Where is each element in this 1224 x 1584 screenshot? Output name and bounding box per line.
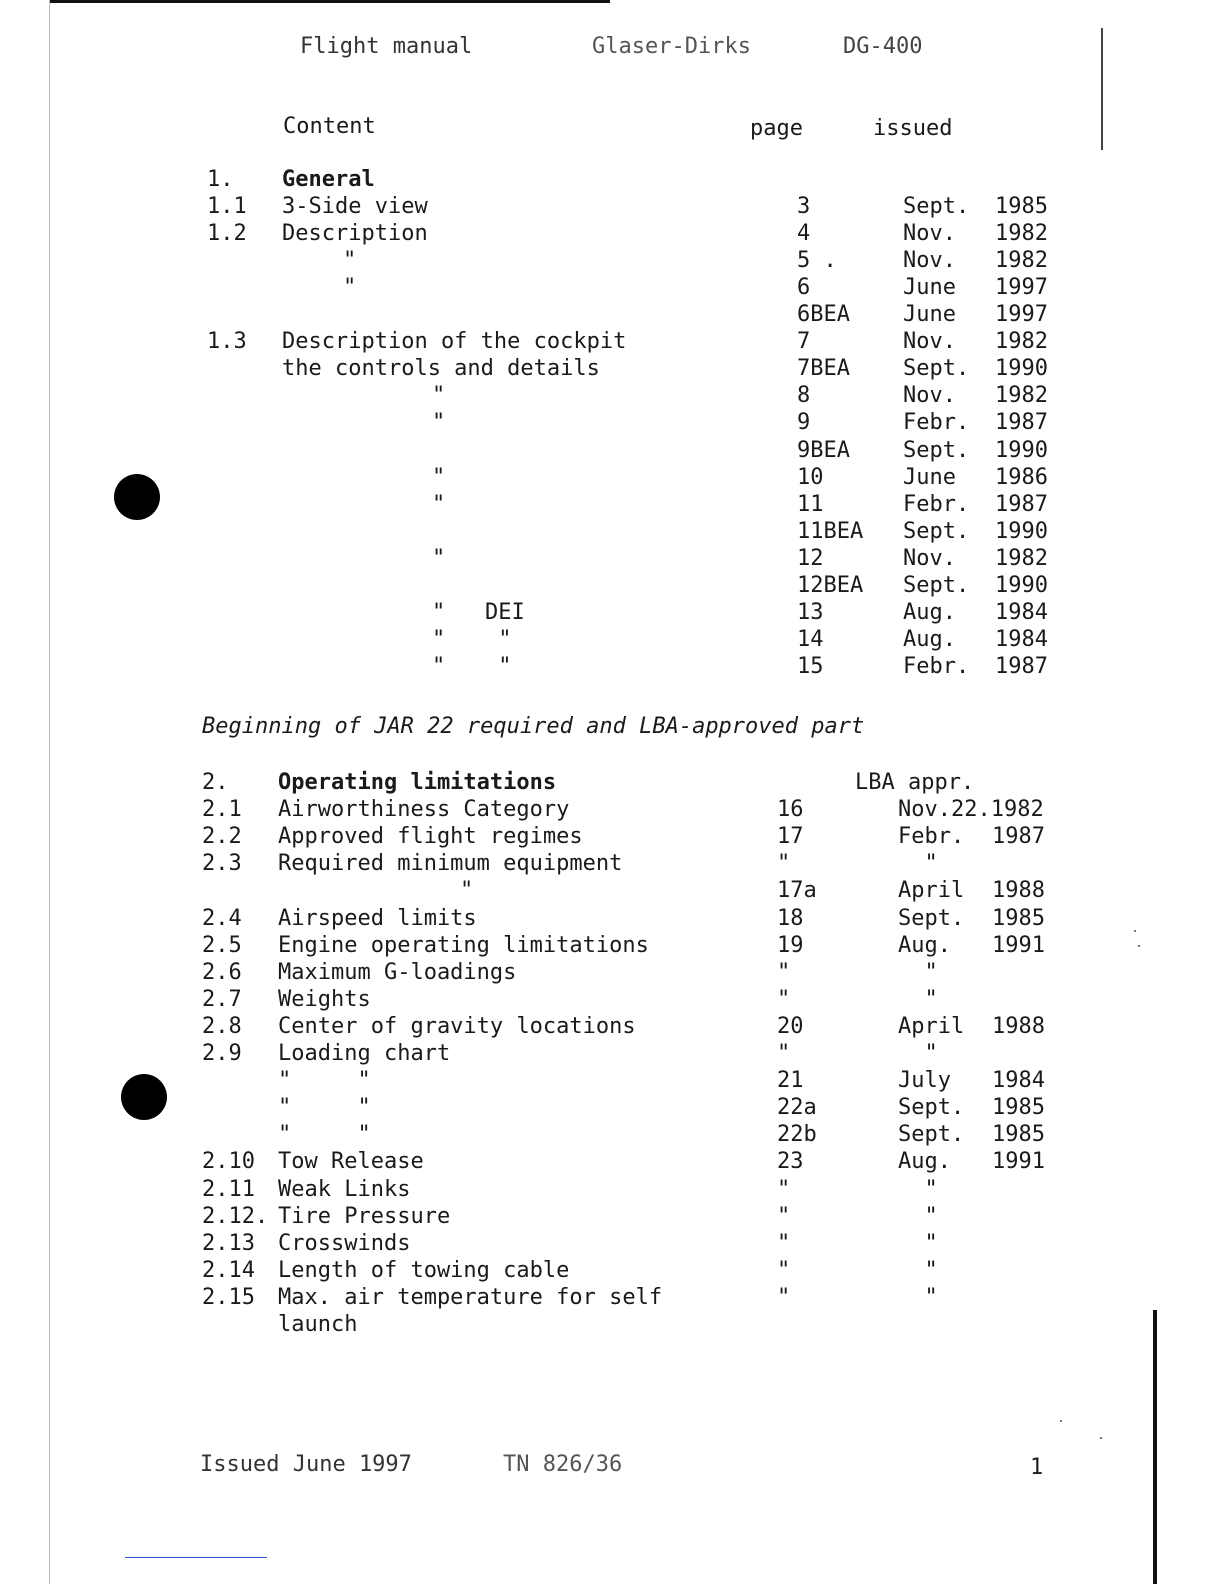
toc-row-page: 15 xyxy=(797,653,824,679)
toc-row-month: Sept. xyxy=(898,905,965,931)
toc-row-num: 1.3 xyxy=(207,329,247,355)
toc-row-year: 1986 xyxy=(995,464,1048,490)
toc-row-month: Sept. xyxy=(898,1095,965,1121)
toc-row-title: Loading chart xyxy=(278,1041,451,1066)
toc-row-title: Max. air temperature for self xyxy=(278,1284,663,1310)
toc-row-title: Center of gravity locations xyxy=(278,1013,636,1039)
toc-row-title: " xyxy=(460,878,474,904)
toc-row-title: " " xyxy=(278,1095,371,1121)
toc-row-month: April xyxy=(898,1013,965,1039)
toc-row-year: 1984 xyxy=(992,1068,1045,1094)
toc-row-num: 2.4 xyxy=(202,905,242,931)
toc-row-month: Nov. xyxy=(903,383,956,409)
toc-row-year: 1987 xyxy=(995,410,1048,436)
toc-row-page: 10 xyxy=(797,464,824,490)
toc-row-page: 9BEA xyxy=(797,437,850,463)
footer-issued-date: Issued June 1997 xyxy=(200,1452,412,1477)
toc-row-num: 2.15 xyxy=(202,1284,255,1310)
toc-row-num: 2.1 xyxy=(202,797,242,823)
toc-row-title: Tire Pressure xyxy=(278,1203,451,1229)
toc-row-page: 22b xyxy=(777,1122,817,1148)
toc-row-title: Weights xyxy=(278,986,371,1012)
approved-part-note: Beginning of JAR 22 required and LBA-approved part xyxy=(202,714,865,739)
toc-row-month: Sept. xyxy=(898,1122,965,1148)
toc-row-year: 1982 xyxy=(995,248,1048,274)
toc-row-page: 5 . xyxy=(797,248,837,274)
manual-title: Flight manual xyxy=(300,34,473,59)
toc-row-month: Aug. xyxy=(898,932,951,958)
toc-row-title: " xyxy=(343,275,357,301)
toc-row-month: Febr. xyxy=(898,824,965,850)
toc-row-num: 2.13 xyxy=(202,1230,255,1256)
toc-row-year: 1985 xyxy=(992,905,1045,931)
toc-row-page: " xyxy=(777,1284,791,1310)
toc-row-title: " xyxy=(432,383,446,409)
toc-row-title: Required minimum equipment xyxy=(278,851,623,877)
toc-row-year: 1987 xyxy=(992,824,1045,850)
page-column-header: page xyxy=(750,116,803,141)
toc-row-title: Airspeed limits xyxy=(278,905,477,931)
toc-row-month: LBA appr. xyxy=(855,770,975,795)
toc-row-year: 1987 xyxy=(995,491,1048,517)
toc-row-title: Maximum G-loadings xyxy=(278,959,517,985)
toc-row-month: Nov. xyxy=(903,545,956,571)
toc-row-title: launch xyxy=(278,1312,358,1337)
toc-row-year: 1991 xyxy=(992,932,1045,958)
toc-row-month: " xyxy=(898,1230,938,1256)
toc-row-month: Aug. xyxy=(903,626,956,652)
toc-row-num: 1. xyxy=(207,167,234,192)
toc-row-month: Sept. xyxy=(903,194,970,220)
toc-row-page: 3 xyxy=(797,194,811,220)
toc-row-year: 1990 xyxy=(995,572,1048,598)
toc-row-year: 1987 xyxy=(995,653,1048,679)
toc-row-month: " xyxy=(898,1176,938,1202)
bottom-blue-line xyxy=(125,1557,267,1558)
toc-row-title: Airworthiness Category xyxy=(278,797,570,823)
toc-row-month: Sept. xyxy=(903,437,970,463)
speck xyxy=(1060,1420,1062,1422)
toc-row-page: 18 xyxy=(777,905,804,931)
toc-row-year: 1991 xyxy=(992,1149,1045,1175)
toc-row-title: the controls and details xyxy=(282,356,600,382)
toc-row-title: " " xyxy=(278,1122,371,1148)
toc-row-title: Engine operating limitations xyxy=(278,932,649,958)
toc-row-year: 1985 xyxy=(992,1122,1045,1148)
toc-row-title: " xyxy=(432,491,446,517)
toc-row-page: " xyxy=(777,1041,791,1066)
toc-row-title: " " xyxy=(278,1068,371,1094)
toc-row-num: 2. xyxy=(202,770,229,795)
toc-row-title: " xyxy=(343,248,357,274)
toc-row-month: Aug. xyxy=(898,1149,951,1175)
toc-row-page: " xyxy=(777,986,791,1012)
toc-row-month: July xyxy=(898,1068,951,1094)
toc-row-page: 22a xyxy=(777,1095,817,1121)
toc-row-month: Febr. xyxy=(903,653,970,679)
toc-row-page: 12BEA xyxy=(797,572,864,598)
footer-page-number: 1 xyxy=(1030,1455,1044,1480)
toc-row-page: 23 xyxy=(777,1149,804,1175)
toc-row-month: Sept. xyxy=(903,356,970,382)
toc-row-num: 2.10 xyxy=(202,1149,255,1175)
toc-row-month: June xyxy=(903,302,956,328)
toc-row-month: Nov. xyxy=(903,329,956,355)
toc-row-title: Tow Release xyxy=(278,1149,424,1175)
toc-row-num: 1.2 xyxy=(207,221,247,247)
toc-row-month: Aug. xyxy=(903,599,956,625)
toc-row-year: 1982 xyxy=(995,383,1048,409)
toc-row-year: 1984 xyxy=(995,626,1048,652)
toc-row-num: 2.9 xyxy=(202,1041,242,1066)
toc-row-title: 3-Side view xyxy=(282,194,428,220)
toc-row-title: " " xyxy=(432,626,512,652)
toc-row-month: " xyxy=(898,1041,938,1066)
toc-row-title: Length of towing cable xyxy=(278,1257,570,1283)
toc-row-year: 1985 xyxy=(995,194,1048,220)
toc-row-num: 2.7 xyxy=(202,986,242,1012)
toc-row-year: 1990 xyxy=(995,356,1048,382)
toc-row-page: 16 xyxy=(777,797,804,823)
right-scan-edge-bottom xyxy=(1153,1310,1157,1584)
toc-row-title: Description xyxy=(282,221,428,247)
toc-row-page: 7BEA xyxy=(797,356,850,382)
toc-row-title: Approved flight regimes xyxy=(278,824,583,850)
toc-row-month: Febr. xyxy=(903,491,970,517)
toc-row-year: 1997 xyxy=(995,302,1048,328)
toc-row-num: 2.8 xyxy=(202,1013,242,1039)
toc-row-month: June xyxy=(903,275,956,301)
left-scan-edge xyxy=(49,0,50,1584)
toc-row-year: 1988 xyxy=(992,1013,1045,1039)
top-scan-line xyxy=(50,0,610,3)
toc-row-page: 20 xyxy=(777,1013,804,1039)
toc-row-month: " xyxy=(898,959,938,985)
toc-row-month: Nov. xyxy=(903,221,956,247)
toc-row-page: 13 xyxy=(797,599,824,625)
toc-row-page: " xyxy=(777,959,791,985)
footer-technical-note: TN 826/36 xyxy=(503,1452,623,1477)
toc-row-page: 21 xyxy=(777,1068,804,1094)
toc-row-page: 9 xyxy=(797,410,811,436)
toc-row-num: 2.6 xyxy=(202,959,242,985)
speck xyxy=(1100,1437,1102,1439)
toc-row-month: Nov. xyxy=(903,248,956,274)
speck xyxy=(1138,945,1140,947)
model-name: DG-400 xyxy=(843,34,923,59)
toc-row-page: 12 xyxy=(797,545,824,571)
toc-row-num: 2.12. xyxy=(202,1203,269,1229)
toc-row-month: " xyxy=(898,1284,938,1310)
toc-row-num: 2.2 xyxy=(202,824,242,850)
manufacturer-name: Glaser-Dirks xyxy=(592,34,751,59)
punch-hole-lower xyxy=(121,1074,167,1120)
toc-row-num: 1.1 xyxy=(207,194,247,220)
toc-row-year: 1988 xyxy=(992,878,1045,904)
toc-row-title: Description of the cockpit xyxy=(282,329,627,355)
toc-row-month: April xyxy=(898,878,965,904)
toc-row-title: Weak Links xyxy=(278,1176,411,1202)
toc-row-month: " xyxy=(898,851,938,877)
toc-row-page: " xyxy=(777,1203,791,1229)
toc-row-year: 1982 xyxy=(995,545,1048,571)
toc-row-year: 1990 xyxy=(995,437,1048,463)
toc-row-page: " xyxy=(777,851,791,877)
toc-row-month: " xyxy=(898,1203,938,1229)
content-column-header: Content xyxy=(283,114,376,139)
toc-row-title: Crosswinds xyxy=(278,1230,411,1256)
toc-row-page: 11 xyxy=(797,491,824,517)
toc-row-title: " xyxy=(432,545,446,571)
toc-row-year: 1984 xyxy=(995,599,1048,625)
toc-row-page: " xyxy=(777,1257,791,1283)
toc-row-year: 1985 xyxy=(992,1095,1045,1121)
issued-column-header: issued xyxy=(873,116,953,141)
toc-row-month: " xyxy=(898,986,938,1012)
toc-row-year: 1990 xyxy=(995,518,1048,544)
toc-row-title: " xyxy=(432,464,446,490)
toc-row-title: Operating limitations xyxy=(278,770,557,795)
toc-row-page: 11BEA xyxy=(797,518,864,544)
toc-row-page: 17a xyxy=(777,878,817,904)
toc-row-page: 4 xyxy=(797,221,811,247)
toc-row-page: 8 xyxy=(797,383,811,409)
toc-row-month: June xyxy=(903,464,956,490)
toc-row-month: Sept. xyxy=(903,518,970,544)
toc-row-num: 2.3 xyxy=(202,851,242,877)
punch-hole-upper xyxy=(114,474,160,520)
toc-row-page: 14 xyxy=(797,626,824,652)
toc-row-page: 6BEA xyxy=(797,302,850,328)
toc-row-page: " xyxy=(777,1176,791,1202)
right-scan-edge-top xyxy=(1101,28,1103,150)
speck xyxy=(1134,930,1136,932)
toc-row-num: 2.14 xyxy=(202,1257,255,1283)
toc-row-page: 19 xyxy=(777,932,804,958)
toc-row-page: 6 xyxy=(797,275,811,301)
toc-row-month: " xyxy=(898,1257,938,1283)
toc-row-num: 2.5 xyxy=(202,932,242,958)
toc-row-title: " xyxy=(432,410,446,436)
toc-row-month: Febr. xyxy=(903,410,970,436)
toc-row-year: 1997 xyxy=(995,275,1048,301)
toc-row-page: " xyxy=(777,1230,791,1256)
toc-row-year: 1982 xyxy=(995,221,1048,247)
toc-row-page: 17 xyxy=(777,824,804,850)
toc-row-year: 1982 xyxy=(995,329,1048,355)
toc-row-num: 2.11 xyxy=(202,1176,255,1202)
toc-row-page: 7 xyxy=(797,329,811,355)
toc-row-title: General xyxy=(282,167,375,192)
toc-row-title: " DEI xyxy=(432,599,525,625)
toc-row-month: Sept. xyxy=(903,572,970,598)
toc-row-title: " " xyxy=(432,653,512,679)
toc-row-month: Nov.22.1982 xyxy=(898,797,1044,823)
